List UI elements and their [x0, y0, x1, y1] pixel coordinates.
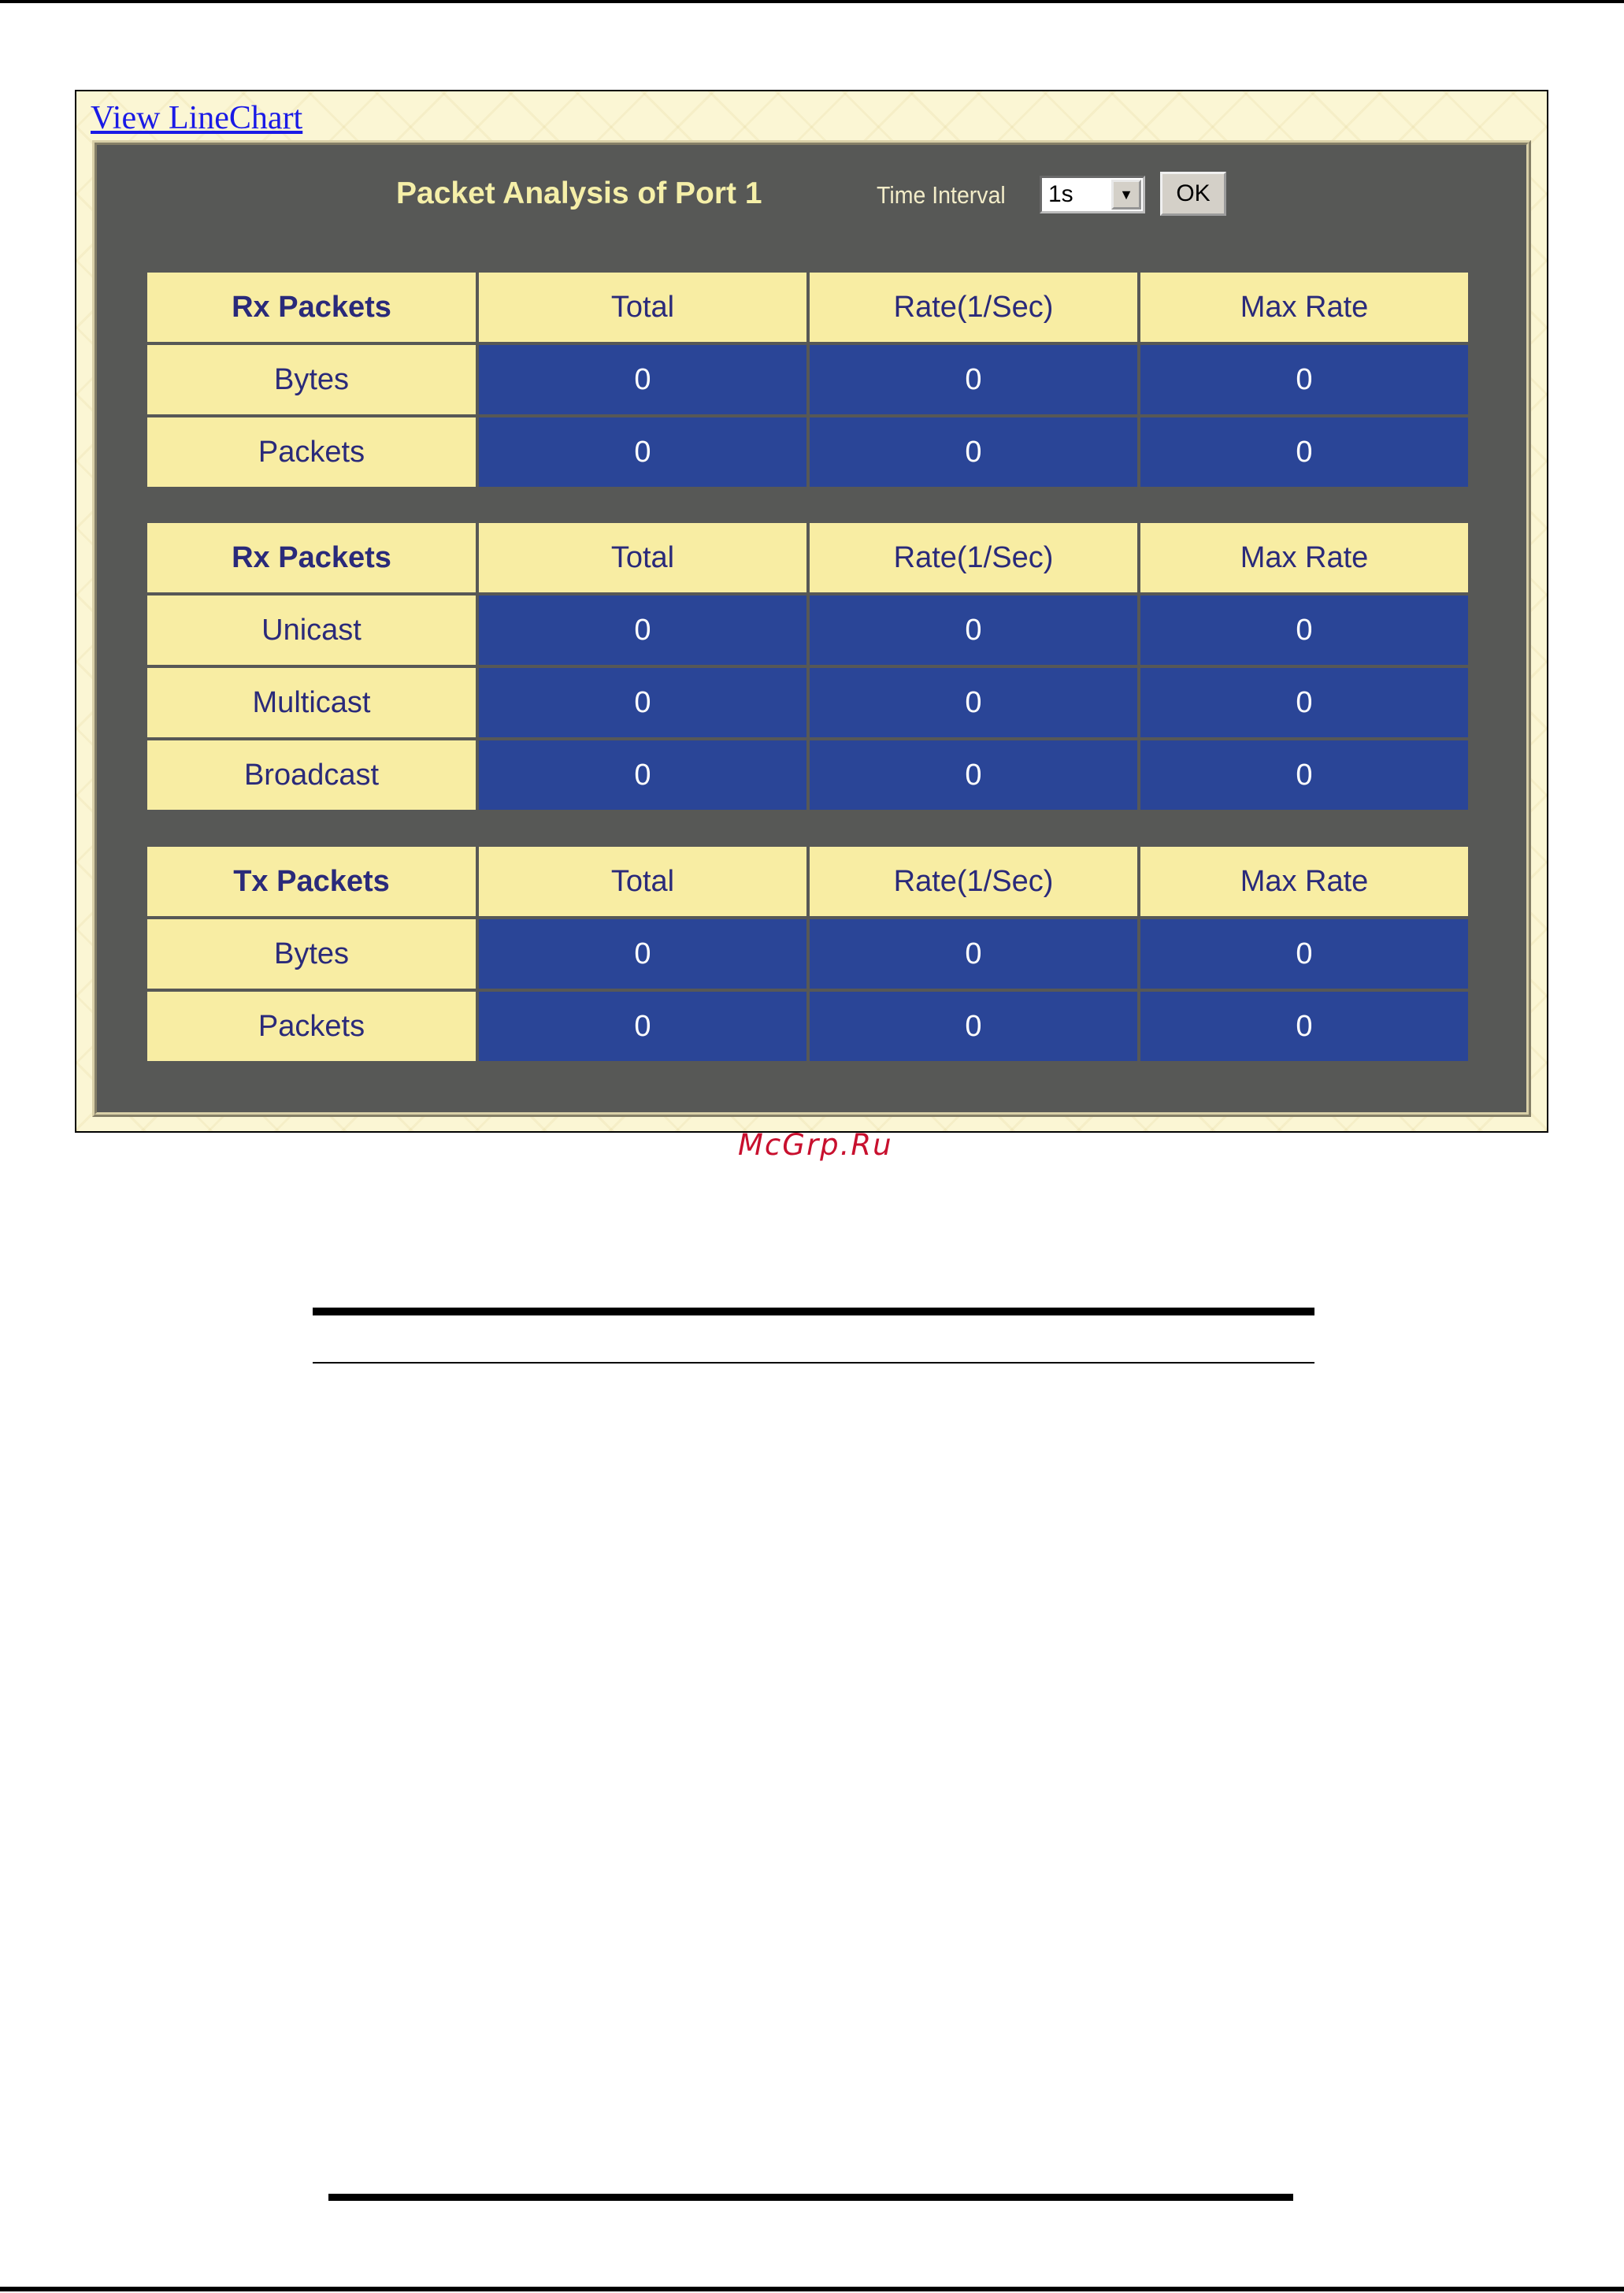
rx-bytes-table — [144, 269, 1471, 490]
table-header-cell: Max Rate — [1140, 523, 1468, 592]
watermark: McGrp.Ru — [738, 1128, 893, 1162]
row-label: Multicast — [147, 668, 476, 737]
table-header-cell: Rate(1/Sec) — [810, 523, 1137, 592]
total-value: 0 — [479, 596, 806, 665]
row-label: Bytes — [147, 345, 476, 414]
screenshot-panel — [75, 90, 1548, 1133]
table-header-cell: Rate(1/Sec) — [810, 847, 1137, 916]
table-header-cell: Total — [479, 847, 806, 916]
row-label: Bytes — [147, 919, 476, 989]
table-header-row — [147, 273, 1468, 342]
table-row — [147, 919, 1468, 989]
max-rate-value: 0 — [1140, 919, 1468, 989]
time-interval-value: 1s — [1048, 181, 1073, 207]
rate-value: 0 — [810, 417, 1137, 487]
view-linechart-link[interactable]: View LineChart — [91, 100, 303, 136]
rate-value: 0 — [810, 596, 1137, 665]
max-rate-value: 0 — [1140, 740, 1468, 810]
rate-value: 0 — [810, 919, 1137, 989]
table-row — [147, 596, 1468, 665]
time-interval-select[interactable] — [1040, 176, 1145, 213]
max-rate-value: 0 — [1140, 668, 1468, 737]
table-header-cell: Tx Packets — [147, 847, 476, 916]
max-rate-value: 0 — [1140, 596, 1468, 665]
total-value: 0 — [479, 668, 806, 737]
total-value: 0 — [479, 919, 806, 989]
table-header-cell: Rate(1/Sec) — [810, 273, 1137, 342]
table-row — [147, 668, 1468, 737]
time-interval-label: Time Interval — [877, 181, 1006, 209]
footer-rule — [328, 2194, 1293, 2201]
row-label: Unicast — [147, 596, 476, 665]
total-value: 0 — [479, 345, 806, 414]
table-row — [147, 992, 1468, 1061]
table-header-cell: Rx Packets — [147, 523, 476, 592]
max-rate-value: 0 — [1140, 345, 1468, 414]
table-row — [147, 417, 1468, 487]
rate-value: 0 — [810, 668, 1137, 737]
total-value: 0 — [479, 417, 806, 487]
table-header-cell: Max Rate — [1140, 273, 1468, 342]
max-rate-value: 0 — [1140, 992, 1468, 1061]
page-title: Packet Analysis of Port 1 — [396, 176, 762, 210]
table-header-cell: Total — [479, 523, 806, 592]
packet-analysis-frame — [92, 140, 1531, 1117]
rate-value: 0 — [810, 345, 1137, 414]
section-rule-thick — [313, 1308, 1314, 1315]
table-header-row — [147, 847, 1468, 916]
rate-value: 0 — [810, 740, 1137, 810]
total-value: 0 — [479, 740, 806, 810]
max-rate-value: 0 — [1140, 417, 1468, 487]
page-top-rule — [0, 0, 1624, 3]
chevron-down-icon[interactable]: ▼ — [1111, 180, 1141, 210]
page-bottom-rule — [0, 2287, 1624, 2291]
table-row — [147, 740, 1468, 810]
table-header-cell: Rx Packets — [147, 273, 476, 342]
row-label: Packets — [147, 417, 476, 487]
total-value: 0 — [479, 992, 806, 1061]
table-row — [147, 345, 1468, 414]
tx-table — [144, 844, 1471, 1064]
section-rule-thin — [313, 1362, 1314, 1364]
rx-cast-table — [144, 520, 1471, 813]
table-header-cell: Max Rate — [1140, 847, 1468, 916]
table-header-cell: Total — [479, 273, 806, 342]
row-label: Packets — [147, 992, 476, 1061]
row-label: Broadcast — [147, 740, 476, 810]
rate-value: 0 — [810, 992, 1137, 1061]
table-header-row — [147, 523, 1468, 592]
ok-button[interactable]: OK — [1160, 172, 1226, 216]
